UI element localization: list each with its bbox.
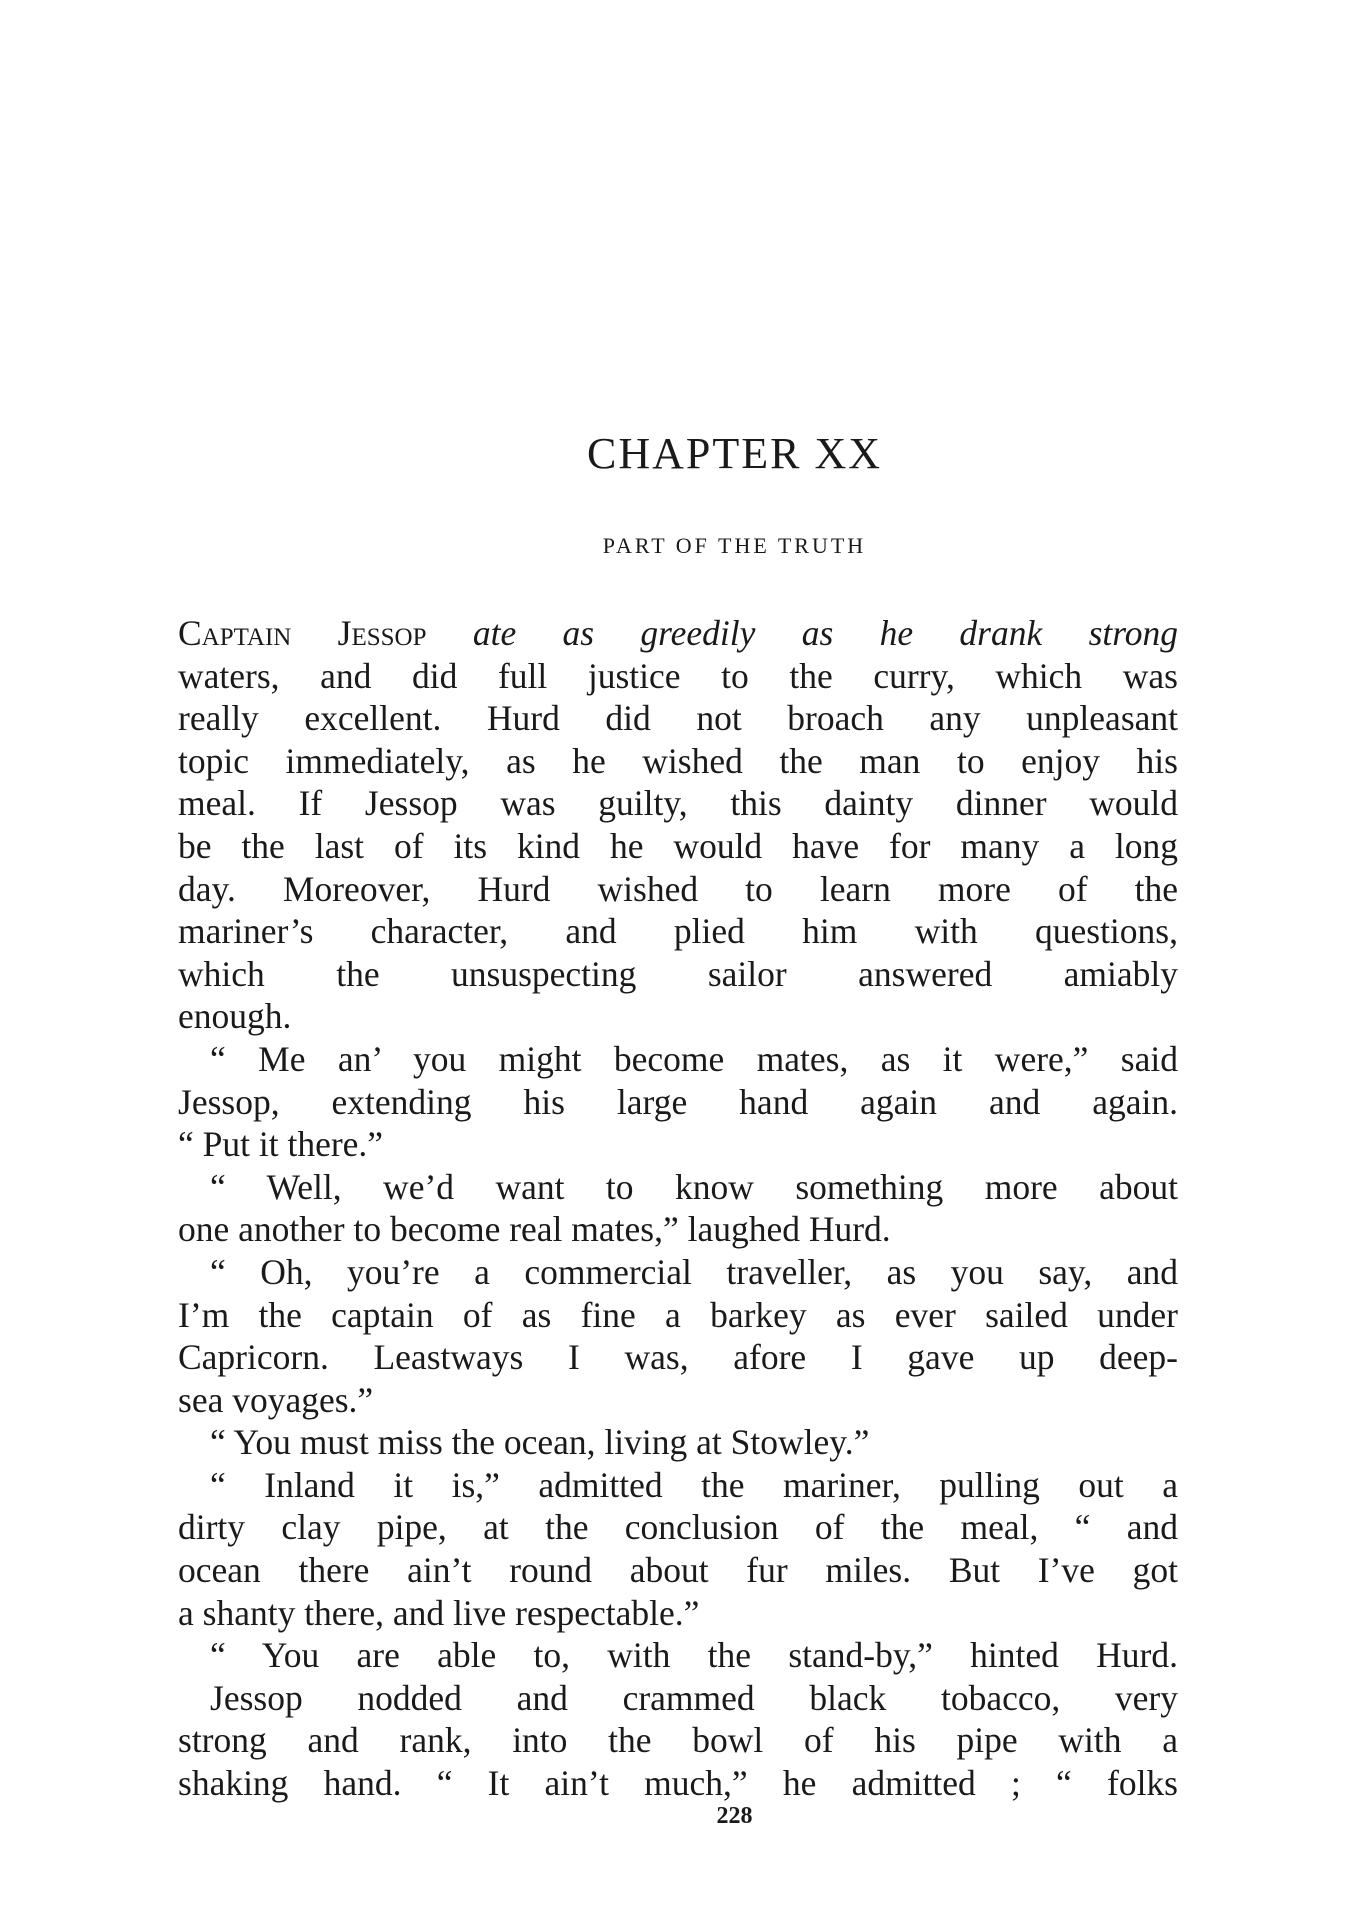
body-text bbox=[178, 612, 1178, 1805]
text-line-2: waters, and did full justice to the curry, which was bbox=[178, 655, 1178, 696]
text-line-20: “ You must miss the ocean, living at Stowley.” bbox=[210, 1422, 870, 1463]
text-line-12: Jessop, extending his large hand again and again. bbox=[178, 1081, 1178, 1122]
opening-name: Captain Jessop bbox=[178, 613, 427, 653]
text-line-7: day. Moreover, Hurd wished to learn more of the bbox=[178, 868, 1178, 909]
chapter-subtitle: PART OF THE TRUTH bbox=[602, 533, 867, 558]
text-line-28: shaking hand. “ It ain’t much,” he admitted ; “ folks bbox=[178, 1763, 1178, 1804]
page-number: 228 bbox=[716, 1803, 753, 1829]
text-line-11: “ Me an’ you might become mates, as it were,” said bbox=[210, 1038, 1178, 1079]
text-line-3: really excellent. Hurd did not broach any unpleasant bbox=[178, 698, 1178, 739]
text-line-27: strong and rank, into the bowl of his pipe with a bbox=[178, 1720, 1178, 1761]
text-line-6: be the last of its kind he would have for many a long bbox=[178, 825, 1178, 866]
text-line-1-rest: ate as greedily as he drank strong bbox=[426, 613, 1178, 653]
text-line-17: I’m the captain of as fine a barkey as ever sailed under bbox=[178, 1294, 1178, 1335]
text-line-15: one another to become real mates,” laughed Hurd. bbox=[178, 1209, 891, 1250]
text-line-8: mariner’s character, and plied him with questions, bbox=[178, 911, 1178, 952]
text-line-10: enough. bbox=[178, 996, 292, 1037]
text-line-21: “ Inland it is,” admitted the mariner, pulling out a bbox=[210, 1464, 1178, 1505]
text-line-13: “ Put it there.” bbox=[178, 1124, 384, 1165]
text-line-22: dirty clay pipe, at the conclusion of the meal, “ and bbox=[178, 1507, 1178, 1548]
text-line-9: which the unsuspecting sailor answered amiably bbox=[178, 953, 1178, 994]
text-line-18: Capricorn. Leastways I was, afore I gave up deep- bbox=[178, 1337, 1178, 1378]
text-line-19: sea voyages.” bbox=[178, 1379, 374, 1420]
text-line-1 bbox=[178, 612, 1178, 655]
text-line-14: “ Well, we’d want to know something more about bbox=[210, 1166, 1178, 1207]
chapter-title: CHAPTER XX bbox=[586, 429, 883, 478]
text-line-23: ocean there ain’t round about fur miles. But I’ve got bbox=[178, 1550, 1178, 1591]
text-line-24: a shanty there, and live respectable.” bbox=[178, 1592, 700, 1633]
text-line-16: “ Oh, you’re a commercial traveller, as you say, and bbox=[210, 1251, 1178, 1292]
text-line-25: “ You are able to, with the stand-by,” hinted Hurd. bbox=[210, 1635, 1178, 1676]
text-line-5: meal. If Jessop was guilty, this dainty dinner would bbox=[178, 783, 1178, 824]
text-line-4: topic immediately, as he wished the man to enjoy his bbox=[178, 740, 1178, 781]
text-line-26: Jessop nodded and crammed black tobacco, very bbox=[210, 1677, 1178, 1718]
